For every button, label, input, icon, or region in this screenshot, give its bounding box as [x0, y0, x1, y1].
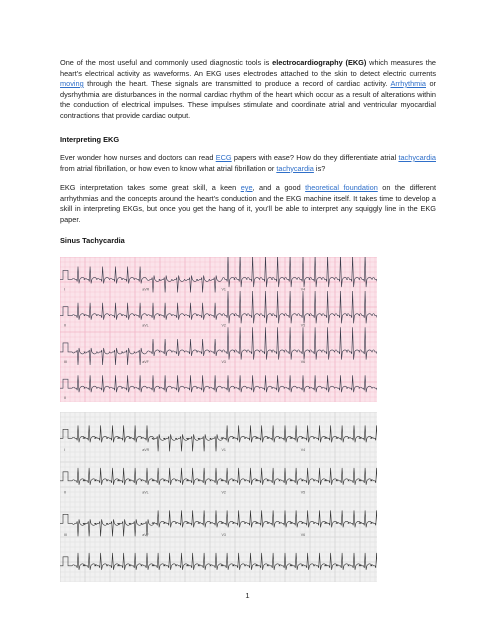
ecg-lead-label: V2 [221, 490, 226, 495]
text-run: is? [313, 163, 326, 173]
ecg-lead-label: V5 [300, 490, 306, 495]
ecg-lead-label: V4 [300, 287, 306, 292]
ecg-lead-label: V3 [221, 533, 226, 538]
question-paragraph [60, 153, 436, 174]
heading-sinus-tachycardia: Sinus Tachycardia [60, 236, 125, 245]
bold-term-ekg: electrocardiography (EKG) [272, 58, 367, 67]
text-run: EKG interpretation takes some great skill, a keen [60, 183, 241, 192]
ecg-lead-label: V5 [300, 323, 306, 328]
link-eye[interactable]: eye [240, 183, 253, 192]
text-run: One of the most useful and commonly used diagnostic tools is [60, 58, 273, 67]
text-run: from atrial fibrillation, or how even to know what atrial fibrillation or [60, 163, 277, 173]
text-run: , and a good [252, 183, 306, 192]
ecg-lead-label: V4 [300, 448, 306, 453]
link-moving[interactable]: moving [60, 79, 84, 88]
ecg-lead-label: aVR [142, 287, 150, 292]
ecg-lead-label: aVL [142, 323, 149, 328]
ecg-lead-label: aVF [142, 359, 149, 364]
ecg-row-label: III [64, 533, 68, 538]
ecg-lead-label: aVF [142, 533, 149, 538]
ecg-lead-label: V2 [221, 323, 226, 328]
ecg-lead-label: V1 [221, 287, 226, 292]
text-run: or dysrhythmia are disturbances in the normal cardiac rhythm of the heart which occur as a result of alterations within the conduction of electrical impulses. These impulses stimulate and coordinate atrial and ventricular myocardial contractions that provide cardiac output. [60, 79, 436, 120]
ecg-image-2 [60, 412, 377, 582]
ecg-lead-label: aVR [142, 448, 150, 453]
link-arrhythmia[interactable]: Arrhythmia [390, 79, 426, 88]
ecg-row-label: II [64, 490, 67, 495]
text-run: on the different arrhythmias and the concepts around the heart’s conduction and the EKG machine itself. It takes time to develop a skill in interpreting EKGs, but once you get the hang of it, you’ll be able to interpret any squiggly line in the EKG paper. [60, 183, 436, 224]
ecg-image-1 [60, 257, 377, 402]
text-run: which measures the heart’s electrical activity as waveforms. An EKG uses electrodes attached to the skin to detect electric currents [60, 58, 436, 78]
ecg-lead-label: aVL [142, 490, 149, 495]
ecg-lead-label: V6 [300, 533, 306, 538]
ecg-strip-sinus-tachycardia-red [60, 257, 377, 402]
link-tachycardia[interactable]: tachycardia [276, 163, 314, 173]
ecg-paper [60, 257, 377, 402]
link-ecg[interactable]: ECG [215, 153, 232, 162]
ecg-row-label: II [64, 396, 67, 401]
link-theoretical-foundation[interactable]: theoretical foundation [305, 183, 378, 192]
ecg-row-label: I [64, 448, 66, 453]
ecg-row-label: II [64, 323, 67, 328]
text-run: papers with ease? How do they differentiate atrial [231, 153, 399, 162]
ecg-lead-label: V3 [221, 359, 226, 364]
ecg-lead-label: V1 [221, 448, 226, 453]
ecg-row-label: III [64, 359, 68, 364]
ecg-row-label: I [64, 287, 66, 292]
ecg-lead-label: V6 [300, 359, 306, 364]
page-number: 1 [245, 591, 250, 600]
text-run: through the heart. These signals are transmitted to produce a record of cardiac activity. [83, 79, 391, 88]
text-run: Ever wonder how nurses and doctors can read [60, 153, 216, 162]
intro-paragraph [60, 58, 436, 121]
interpretation-paragraph [60, 183, 436, 225]
ecg-strip-sinus-tachycardia-gray [60, 412, 377, 582]
link-tachycardia[interactable]: tachycardia [398, 153, 436, 162]
heading-interpreting-ekg: Interpreting EKG [60, 135, 120, 144]
